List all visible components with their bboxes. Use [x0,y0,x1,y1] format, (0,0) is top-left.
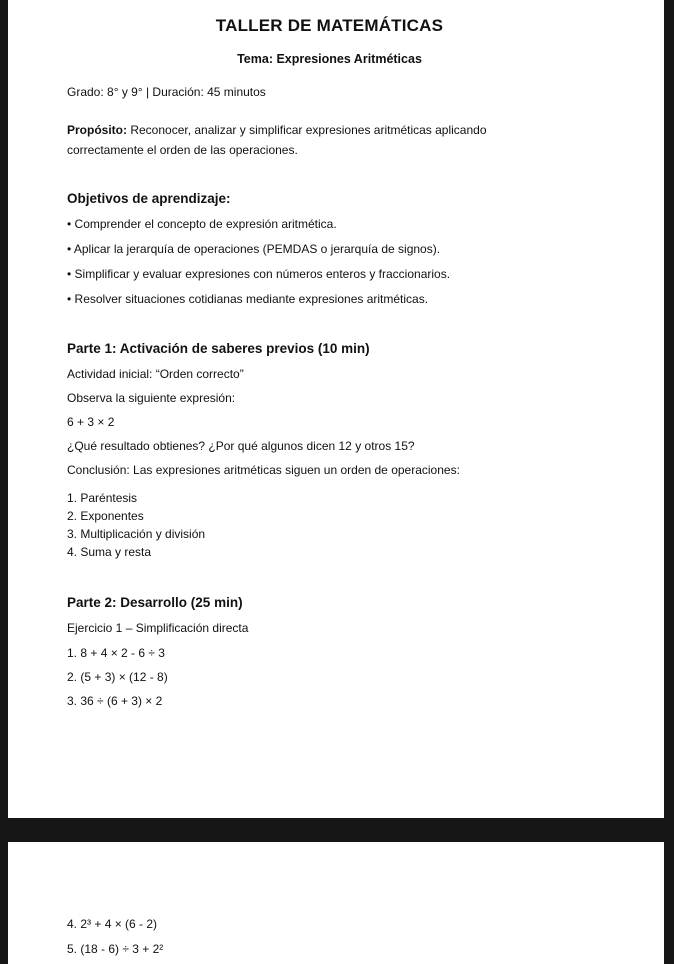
document-page-1 [8,0,664,818]
parte1-heading: Parte 1: Activación de saberes previos (10 min) [67,341,370,356]
orden-item: 1. Paréntesis [67,491,138,505]
proposito-text: Reconocer, analizar y simplificar expresiones aritméticas aplicando correctamente el orden de las operaciones. [67,123,487,157]
proposito-paragraph [67,120,547,160]
grade-duration-line: Grado: 8° y 9° | Duración: 45 minutos [67,85,266,99]
document-subtitle: Tema: Expresiones Aritméticas [237,52,422,66]
parte1-line: Observa la siguiente expresión: [67,391,236,405]
ejercicio-item: 2. (5 + 3) × (12 - 8) [67,670,168,684]
orden-operaciones-list [67,489,592,561]
ejercicio1-label: Ejercicio 1 – Simplificación directa [67,621,249,635]
expression-line: 6 + 3 × 2 [67,415,115,429]
parte1-line: ¿Qué resultado obtienes? ¿Por qué algunos dicen 12 y otros 15? [67,439,415,453]
objetivo-item: • Simplificar y evaluar expresiones con números enteros y fraccionarios. [67,267,451,281]
orden-item: 3. Multiplicación y división [67,527,206,541]
parte1-line: Conclusión: Las expresiones aritméticas siguen un orden de operaciones: [67,463,460,477]
proposito-label: Propósito: [67,123,127,137]
objetivo-item: • Resolver situaciones cotidianas mediante expresiones aritméticas. [67,292,429,306]
document-title: TALLER DE MATEMÁTICAS [215,16,444,35]
orden-item: 4. Suma y resta [67,545,152,559]
ejercicio-item: 1. 8 + 4 × 2 - 6 ÷ 3 [67,646,165,660]
objetivos-list [67,217,592,307]
objetivos-heading: Objetivos de aprendizaje: [67,191,231,206]
objetivo-item: • Comprender el concepto de expresión aritmética. [67,217,337,231]
ejercicio-item: 5. (18 - 6) ÷ 3 + 2² [67,942,164,956]
ejercicio-item: 3. 36 ÷ (6 + 3) × 2 [67,694,163,708]
ejercicio-item: 4. 2³ + 4 × (6 - 2) [67,917,158,931]
document-page-2 [8,842,664,964]
orden-item: 2. Exponentes [67,509,144,523]
objetivo-item: • Aplicar la jerarquía de operaciones (PEMDAS o jerarquía de signos). [67,242,441,256]
parte1-line: Actividad inicial: “Orden correcto” [67,367,244,381]
parte2-heading: Parte 2: Desarrollo (25 min) [67,595,243,610]
